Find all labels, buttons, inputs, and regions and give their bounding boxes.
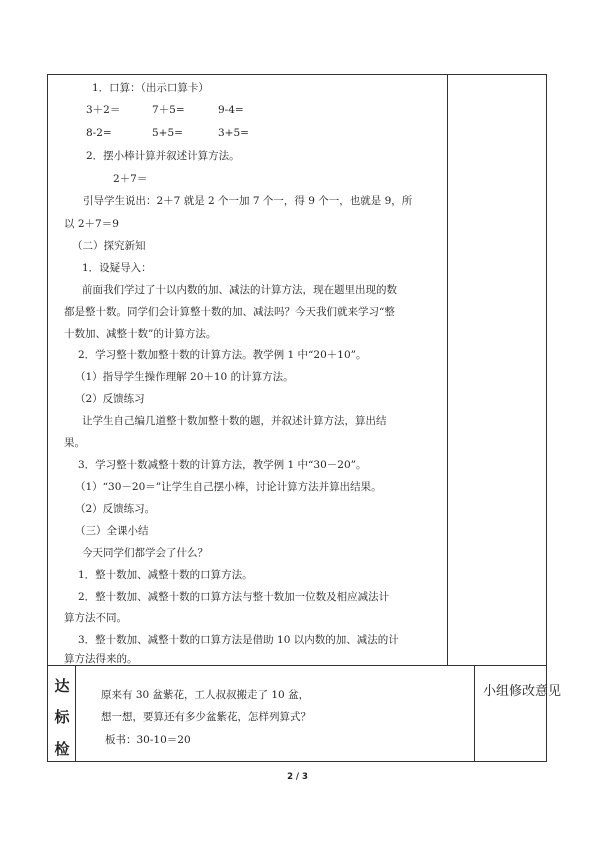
text-line: 算方法不同。 <box>64 612 127 624</box>
text-line: 今天同学们都学会了什么？ <box>82 547 208 559</box>
check-line: 想一想，要算还有多少盆紫花，怎样列算式？ <box>101 711 311 723</box>
text-line: 7＋5= <box>152 104 185 116</box>
text-line: （1）“30－20＝”让学生自己摆小棒，讨论计算方法并算出结果。 <box>75 481 382 493</box>
text-line: 2＋7＝ <box>113 173 148 185</box>
text-line: 9-4= <box>218 104 244 116</box>
text-line: （二）探究新知 <box>72 240 146 252</box>
text-line: 1．口算：（出示口算卡） <box>92 82 209 94</box>
text-line: 2．整十数加、减整十数的口算方法与整十数加一位数及相应减法计 <box>78 591 390 603</box>
check-line: 板书：30-10＝20 <box>105 734 191 746</box>
text-line: （1）指导学生操作理解 20＋10 的计算方法。 <box>75 371 294 383</box>
side-label-char: 标 <box>54 708 70 726</box>
text-line: 2．摆小棒计算并叙述计算方法。 <box>86 150 240 162</box>
text-line: （2）反馈练习 <box>75 393 145 405</box>
text-line: 3．整十数加、减整十数的口算方法是借助 10 以内数的加、减法的计 <box>78 634 399 646</box>
column-divider <box>474 665 475 762</box>
text-line: （2）反馈练习。 <box>75 503 156 515</box>
text-line: 1．整十数加、减整十数的口算方法。 <box>78 569 253 581</box>
text-line: 都是整十数。同学们会计算整十数的加、减法吗？今天我们就来学习“整 <box>64 306 395 318</box>
text-line: 3+5= <box>218 127 249 139</box>
text-line: 5+5= <box>152 127 183 139</box>
text-line: 2．学习整十数加整十数的计算方法。教学例 1 中“20＋10”。 <box>78 349 367 361</box>
page-number: 2 / 3 <box>287 772 308 782</box>
text-line: 以 2＋7＝9 <box>64 218 119 230</box>
text-line: 8-2= <box>86 127 112 139</box>
text-line: 算方法得来的。 <box>64 653 138 665</box>
column-divider <box>75 665 76 762</box>
text-line: 引导学生说出：2＋7 就是 2 个一加 7 个一，得 9 个一，也就是 9，所 <box>83 195 413 207</box>
text-line: 果。 <box>64 437 85 449</box>
text-line: 3．学习整十数减整十数的计算方法，教学例 1 中“30－20”。 <box>78 459 367 471</box>
text-line: （三）全课小结 <box>75 525 149 537</box>
group-opinion-label: 小组修改意见 <box>483 684 562 699</box>
text-line: 前面我们学过了十以内数的加、减法的计算方法，现在题里出现的数 <box>82 284 397 296</box>
column-divider <box>447 74 448 665</box>
check-line: 原来有 30 盆紫花，工人叔叔搬走了 10 盆， <box>101 689 310 701</box>
text-line: 1．设疑导入： <box>82 262 152 274</box>
side-label-char: 检 <box>54 740 70 758</box>
side-label-char: 达 <box>54 677 70 695</box>
text-line: 3＋2＝ <box>86 104 121 116</box>
text-line: 让学生自己编几道整十数加整十数的题，并叙述计算方法，算出结 <box>82 415 387 427</box>
text-line: 十数加、减整十数”的计算方法。 <box>64 328 217 340</box>
